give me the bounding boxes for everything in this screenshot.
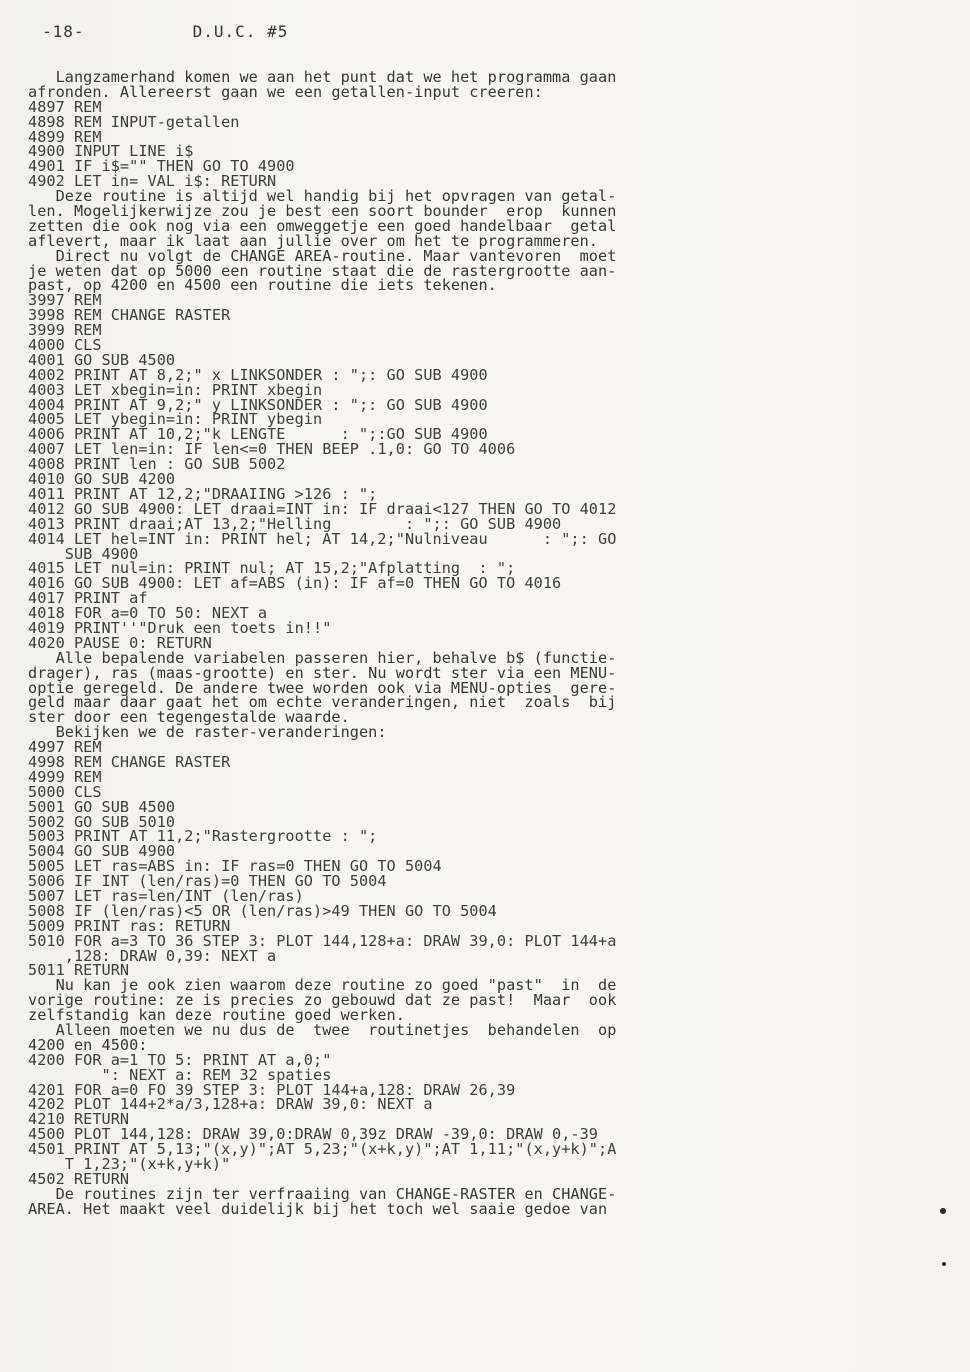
code-line: ": NEXT a: REM 32 spaties bbox=[28, 1065, 332, 1084]
code-line: 4998 REM CHANGE RASTER bbox=[28, 752, 231, 771]
text-line: Direct nu volgt de CHANGE AREA-routine. Maar vantevoren moet bbox=[28, 246, 617, 265]
text-line: Alleen moeten we nu dus de twee routinetjes behandelen op bbox=[28, 1021, 617, 1039]
code-line: 5004 GO SUB 4900 bbox=[28, 842, 176, 861]
page-header bbox=[42, 22, 288, 41]
code-line: 5010 FOR a=3 TO 36 STEP 3: PLOT 144,128+a: DRAW 39,0: PLOT 144+a bbox=[28, 931, 617, 950]
text-line: len. Mogelijkerwijze zou je best een soort bounder erop kunnen bbox=[28, 202, 617, 221]
code-line: 4013 PRINT draai;AT 13,2;"Helling : ";: GO SUB 4900 bbox=[28, 514, 562, 533]
code-line: 4016 GO SUB 4900: LET af=ABS (in): IF af=0 THEN GO TO 4016 bbox=[28, 574, 562, 593]
code-line: 5011 RETURN bbox=[28, 961, 130, 980]
code-line: 5008 IF (len/ras)<5 OR (len/ras)>49 THEN GO TO 5004 bbox=[28, 901, 497, 920]
page-number: -18- bbox=[42, 22, 85, 41]
code-line: T 1,23;"(x+k,y+k)" bbox=[28, 1155, 231, 1174]
text-line: zetten die ook nog via een omweggetje een goed handelbaar getal bbox=[28, 216, 617, 235]
code-line: 4007 LET len=in: IF len<=0 THEN BEEP .1,0: GO TO 4006 bbox=[28, 440, 516, 459]
code-line: 4898 REM INPUT-getallen bbox=[28, 112, 240, 131]
code-line: 4500 PLOT 144,128: DRAW 39,0:DRAW 0,39z DRAW -39,0: DRAW 0,-39 bbox=[28, 1125, 599, 1144]
code-line: 4200 FOR a=1 TO 5: PRINT AT a,0;" bbox=[28, 1050, 332, 1069]
code-line: 4020 PAUSE 0: RETURN bbox=[28, 633, 212, 652]
code-line: 4015 LET nul=in: PRINT nul; AT 15,2;"Afplatting : "; bbox=[28, 559, 516, 578]
code-line: 3999 REM bbox=[28, 321, 102, 340]
code-line: 5006 IF INT (len/ras)=0 THEN GO TO 5004 bbox=[28, 872, 387, 891]
text-line: 4200 en 4500: bbox=[28, 1035, 148, 1054]
text-line: je weten dat op 5000 een routine staat die de rastergrootte aan- bbox=[28, 261, 617, 280]
punch-hole-mark bbox=[940, 1208, 946, 1214]
article-body bbox=[28, 70, 798, 1217]
code-line: 4017 PRINT af bbox=[28, 589, 148, 608]
text-line: zelfstandig kan deze routine goed werken. bbox=[28, 1006, 405, 1025]
code-line: 4502 RETURN bbox=[28, 1169, 130, 1188]
code-line: 5003 PRINT AT 11,2;"Rastergrootte : "; bbox=[28, 827, 378, 846]
punch-hole-mark bbox=[942, 1262, 946, 1266]
code-line: 4019 PRINT''"Druk een toets in!!" bbox=[28, 618, 332, 637]
code-line: 4000 CLS bbox=[28, 336, 102, 355]
text-line: afronden. Allereerst gaan we een getallen-input creeren: bbox=[28, 82, 543, 101]
code-line: 5000 CLS bbox=[28, 782, 102, 801]
code-line: 4011 PRINT AT 12,2;"DRAAIING >126 : "; bbox=[28, 484, 378, 503]
text-line: De routines zijn ter verfraaiing van CHANGE-RASTER en CHANGE- bbox=[28, 1184, 617, 1203]
code-line: 4001 GO SUB 4500 bbox=[28, 350, 176, 369]
code-line: 4008 PRINT len : GO SUB 5002 bbox=[28, 455, 286, 474]
code-line: 4012 GO SUB 4900: LET draai=INT in: IF draai<127 THEN GO TO 4012 bbox=[28, 499, 617, 518]
text-line: Deze routine is altijd wel handig bij het opvragen van getal- bbox=[28, 187, 617, 206]
code-line: 4997 REM bbox=[28, 738, 102, 757]
text-line: past, op 4200 en 4500 een routine die iets tekenen. bbox=[28, 276, 497, 295]
code-line: 4005 LET ybegin=in: PRINT ybegin bbox=[28, 410, 323, 429]
text-line: drager), ras (maas-grootte) en ster. Nu wordt ster via een MENU- bbox=[28, 663, 617, 682]
code-line: 4006 PRINT AT 10,2;"k LENGTE : ";:GO SUB 4900 bbox=[28, 425, 488, 444]
code-line: 4014 LET hel=INT in: PRINT hel; AT 14,2;"Nulniveau : ";: GO bbox=[28, 529, 617, 548]
code-line: 4003 LET xbegin=in: PRINT xbegin bbox=[28, 380, 323, 399]
text-line: vorige routine: ze is precies zo gebouwd dat ze past! Maar ook bbox=[28, 991, 617, 1010]
text-line: AREA. Het maakt veel duidelijk bij het toch wel saaie gedoe van bbox=[28, 1199, 608, 1218]
text-line: Bekijken we de raster-veranderingen: bbox=[28, 723, 387, 742]
code-line: 4018 FOR a=0 TO 50: NEXT a bbox=[28, 604, 268, 623]
code-line: 5001 GO SUB 4500 bbox=[28, 797, 176, 816]
code-line: ,128: DRAW 0,39: NEXT a bbox=[28, 946, 277, 965]
text-line: geld maar daar gaat het om echte veranderingen, niet zoals bij bbox=[28, 693, 617, 712]
code-line: 5007 LET ras=len/INT (len/ras) bbox=[28, 886, 304, 905]
text-line: Alle bepalende variabelen passeren hier, behalve b$ (functie- bbox=[28, 648, 617, 667]
code-line: 4010 GO SUB 4200 bbox=[28, 470, 176, 489]
text-line: Nu kan je ook zien waarom deze routine zo goed "past" in de bbox=[28, 976, 617, 995]
magazine-title: D.U.C. #5 bbox=[192, 22, 289, 41]
code-line: 4501 PRINT AT 5,13;"(x,y)";AT 5,23;"(x+k,y)";AT 1,11;"(x,y+k)";A bbox=[28, 1140, 617, 1159]
code-line: 4004 PRINT AT 9,2;" y LINKSONDER : ";: GO SUB 4900 bbox=[28, 395, 488, 414]
code-line: 4210 RETURN bbox=[28, 1110, 130, 1129]
code-line: 4202 PLOT 144+2*a/3,128+a: DRAW 39,0: NEXT a bbox=[28, 1095, 433, 1114]
code-line: 3998 REM CHANGE RASTER bbox=[28, 306, 231, 325]
code-line: 3997 REM bbox=[28, 291, 102, 310]
text-line: aflevert, maar ik laat aan jullie over om het te programmeren. bbox=[28, 231, 599, 250]
code-line: SUB 4900 bbox=[28, 544, 139, 563]
text-line: ster door een tegengestalde waarde. bbox=[28, 708, 350, 727]
code-line: 4902 LET in= VAL i$: RETURN bbox=[28, 172, 277, 191]
code-line: 4002 PRINT AT 8,2;" x LINKSONDER : ";: GO SUB 4900 bbox=[28, 365, 488, 384]
code-line: 4201 FOR a=0 FO 39 STEP 3: PLOT 144+a,128: DRAW 26,39 bbox=[28, 1080, 516, 1099]
code-line: 4999 REM bbox=[28, 767, 102, 786]
code-line: 5005 LET ras=ABS in: IF ras=0 THEN GO TO 5004 bbox=[28, 857, 442, 876]
code-line: 5002 GO SUB 5010 bbox=[28, 812, 176, 831]
text-line: optie geregeld. De andere twee worden ook via MENU-opties gere- bbox=[28, 678, 617, 697]
text-line: Langzamerhand komen we aan het punt dat we het programma gaan bbox=[28, 68, 617, 86]
code-line: 4899 REM bbox=[28, 127, 102, 146]
code-line: 4900 INPUT LINE i$ bbox=[28, 142, 194, 161]
code-line: 5009 PRINT ras: RETURN bbox=[28, 916, 231, 935]
code-line: 4901 IF i$="" THEN GO TO 4900 bbox=[28, 157, 295, 176]
code-line: 4897 REM bbox=[28, 97, 102, 116]
